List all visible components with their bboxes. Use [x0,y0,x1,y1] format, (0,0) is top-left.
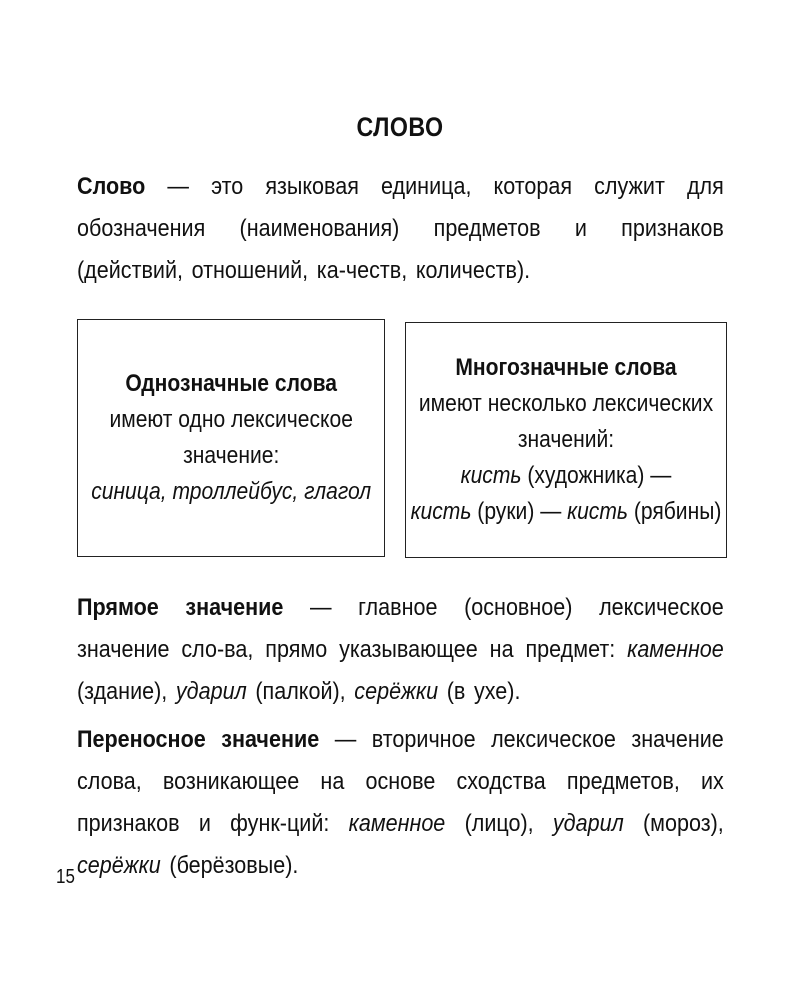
definition-term: Слово [77,173,146,200]
box-single-examples: синица, троллейбус, глагол [91,478,371,505]
box-multi-example-line2 [373,494,758,530]
box-single-meaning [77,319,385,557]
example-word: ударил [175,678,247,705]
box-single-line2: значение: [182,442,280,469]
box-multi-line2: значений: [517,426,615,453]
example-note: (руки) — [471,498,568,525]
page-title: СЛОВО [356,112,444,142]
definition-text: — это языковая единица, которая служит для обозначения (наименования) предметов и признаков (действий, отношений, ка-честв, количеств). [77,173,724,284]
example-word: серёжки [77,852,161,879]
example-note: (здание), [77,678,176,705]
direct-term: Прямое значение [77,594,284,621]
box-multi-line1: имеют несколько лексических [418,390,714,417]
example-note: (в ухе). [438,678,521,705]
example-word: каменное [627,636,724,663]
box-multi-example-line1 [373,458,758,494]
box-single-heading: Однозначные слова [125,370,337,397]
example-note: (лицо), [445,810,553,837]
box-multi-heading: Многозначные слова [455,354,677,381]
figurative-term: Переносное значение [77,726,320,753]
example-word: кисть [410,498,472,525]
example-note: (рябины) [627,498,722,525]
example-note: (мороз), [623,810,724,837]
example-note: (берёзовые). [160,852,299,879]
example-word: каменное [348,810,446,837]
direct-text: — главное (основное) лексическое значение сло-ва, прямо указывающее на предмет: [77,594,724,663]
example-word: серёжки [354,678,439,705]
figurative-meaning-paragraph [77,719,724,887]
example-word: кисть [567,498,628,525]
direct-meaning-paragraph [77,587,724,713]
box-single-line1: имеют одно лексическое [109,406,353,433]
example-note: (палкой), [246,678,355,705]
box-multi-meaning [405,322,727,558]
example-word: ударил [552,810,624,837]
example-note: (художника) — [521,462,672,489]
figurative-text: — вторичное лексическое значение слова, возникающее на основе сходства предметов, их признаков и функ-ций: [77,726,724,837]
example-word: кисть [460,462,522,489]
definition-paragraph [77,166,724,292]
page-number: 15 [56,866,75,888]
